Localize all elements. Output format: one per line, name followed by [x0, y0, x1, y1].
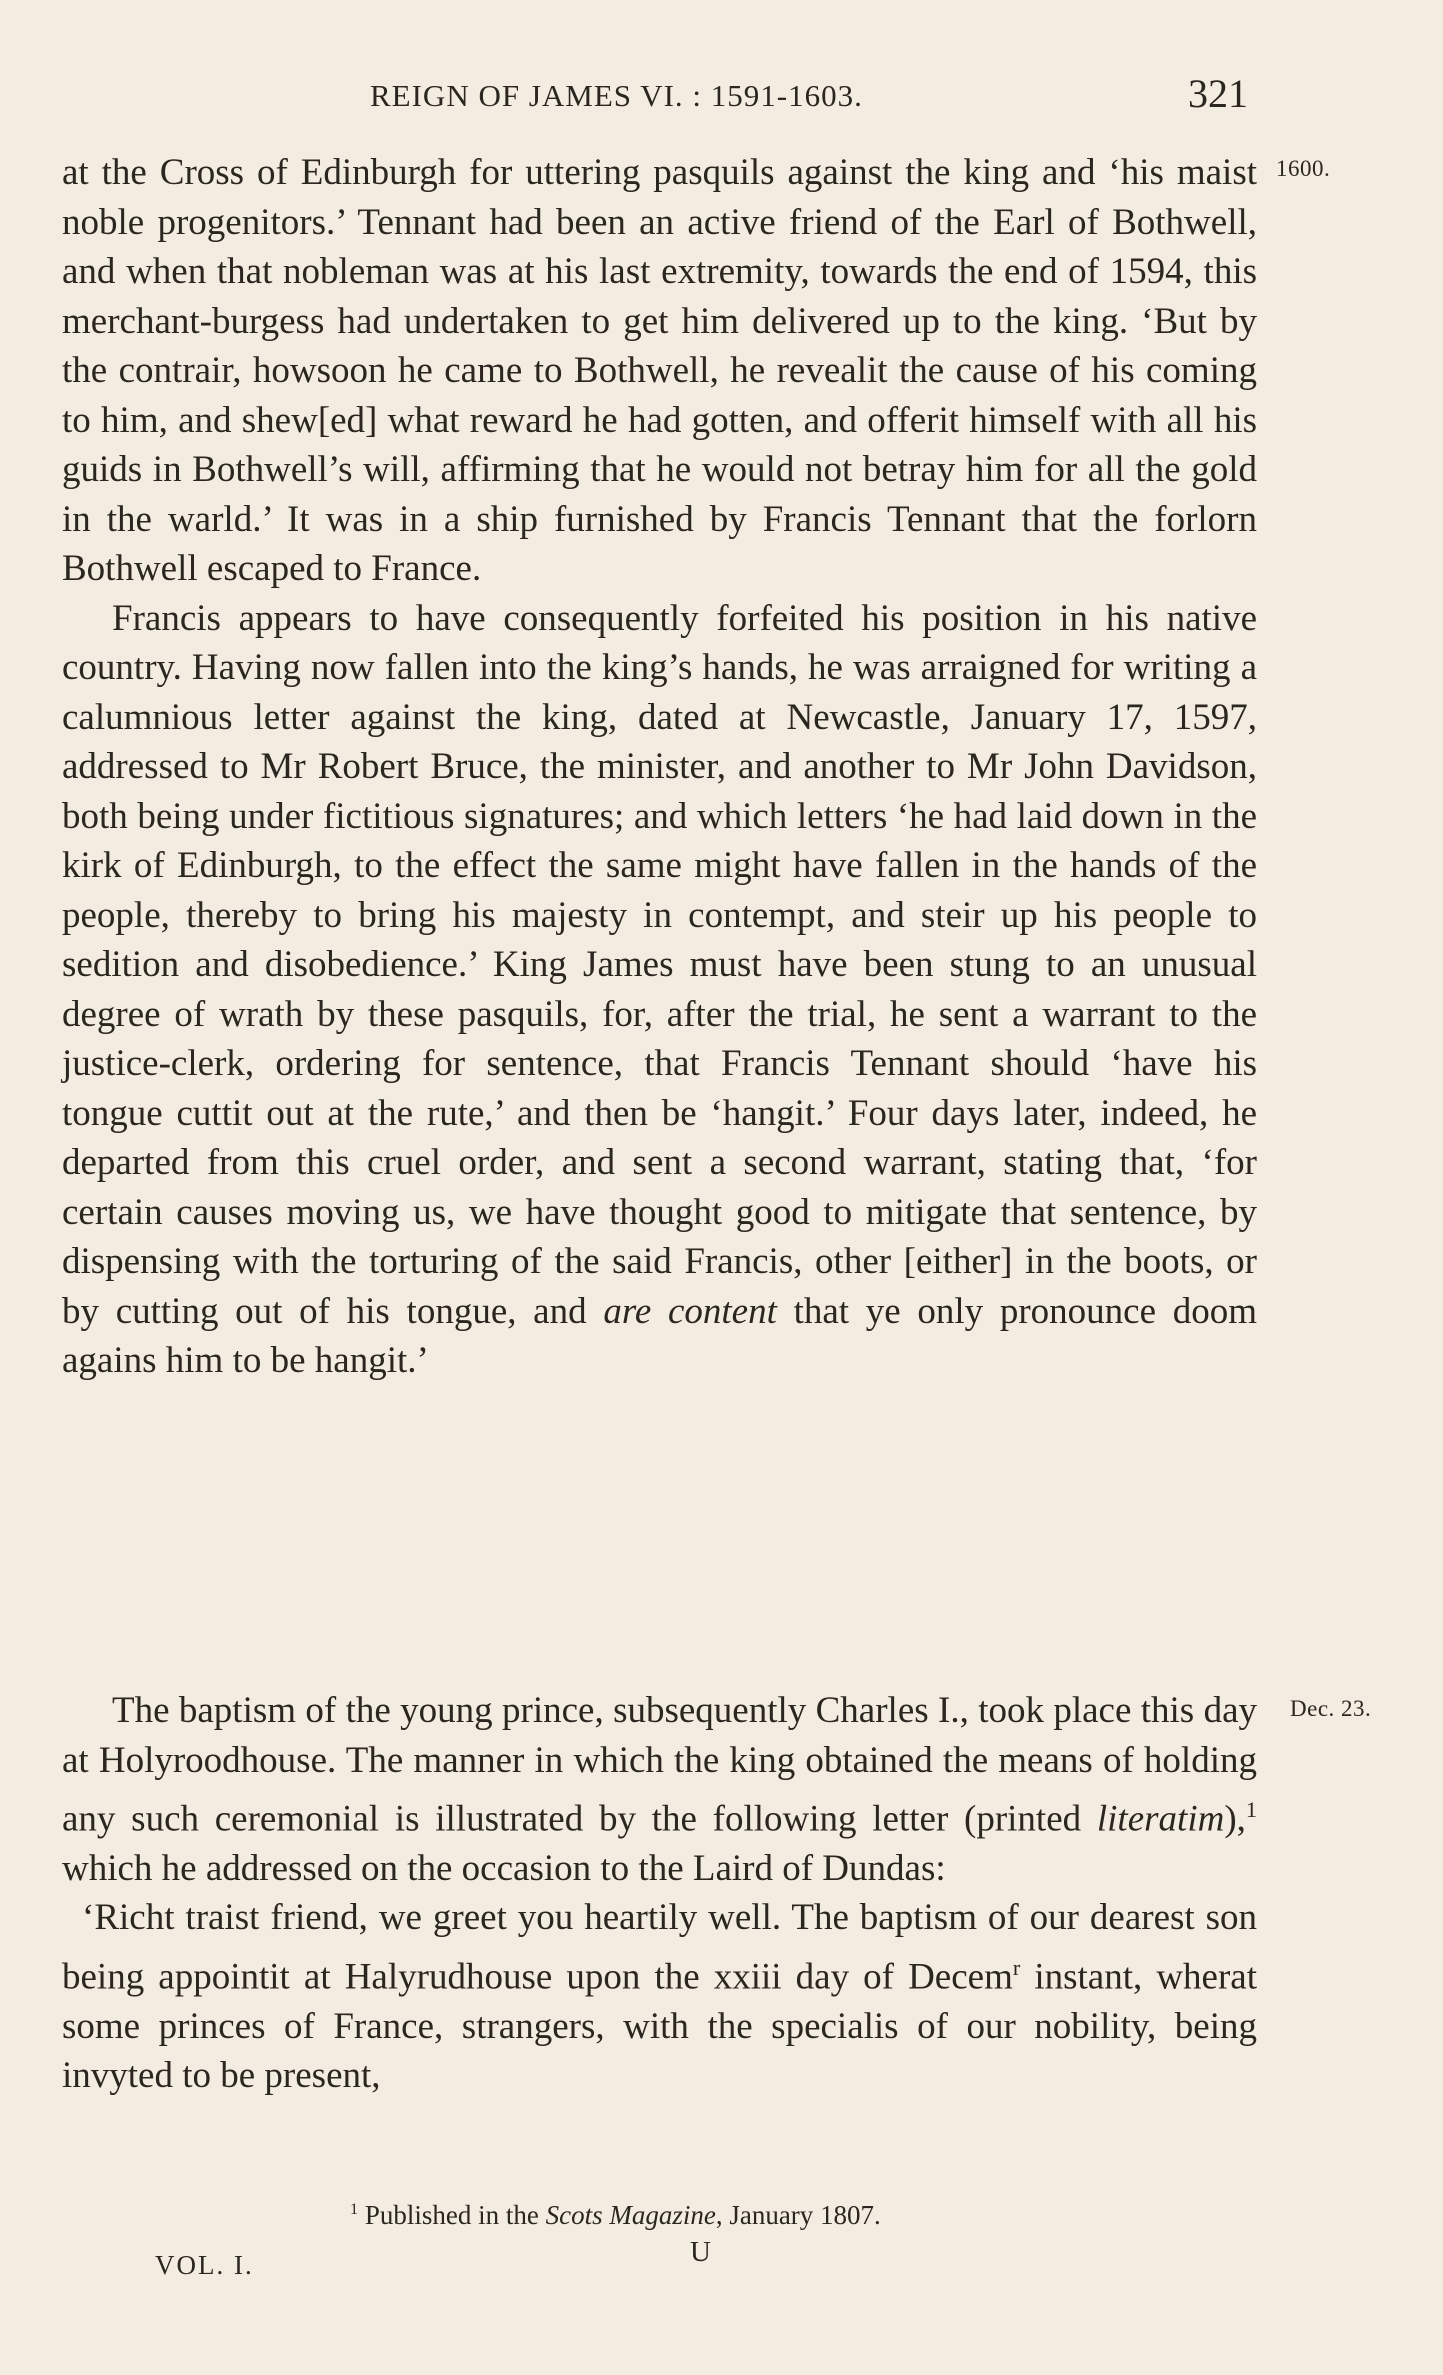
- paragraph-baptism-text-c: which he addressed on the occasion to the Laird of Dundas:: [62, 1847, 946, 1889]
- paragraph-tennant: at the Cross of Edinburgh for uttering pasquils against the king and ‘his maist noble progenitors.’ Tennant had been an active friend of the Earl of Bothwell, and when that nobleman was at his last extremity, towards the end of 1594, this merchant-burgess had undertaken to get him delivered up to the king. ‘But by the contrair, howsoon he came to Bothwell, he revealit the cause of his coming to him, and shew[ed] what reward he had gotten, and offerit himself with all his guids in Bothwell’s will, affirming that he would not betray him for all the gold in the warld.’ It was in a ship furnished by Francis Tennant that the forlorn Bothwell escaped to France.: [62, 152, 1257, 589]
- footnote-marker: 1: [350, 2200, 359, 2218]
- page-number: 321: [1188, 71, 1248, 116]
- footnote-emphasis: Scots Magazine: [545, 2200, 716, 2230]
- footnote-text-b: , January 1807.: [715, 2200, 881, 2230]
- superscript-r: r: [1012, 1954, 1021, 1980]
- main-text-lower: [62, 1686, 1257, 2101]
- paragraph-francis-text-a: Francis appears to have consequently forfeited his position in his native country. Having now fallen into the king’s hands, he was arraigned for writing a calumnious letter against the king, dated at Newcastle, January 17, 1597, addressed to Mr Robert Bruce, the minister, and another to Mr John Davidson, both being under fictitious signatures; and which letters ‘he had laid down in the kirk of Edinburgh, to the effect the same might have fallen in the hands of the people, thereby to bring his majesty in contempt, and steir up his people to sedition and disobedience.’ King James must have been stung to an unusual degree of wrath by these pasquils, for, after the trial, he sent a warrant to the justice-clerk, ordering for sentence, that Francis Tennant should ‘have his tongue cuttit out at the rute,’ and then be ‘hangit.’ Four days later, indeed, he departed from this cruel order, and sent a second warrant, stating that, ‘for certain causes moving us, we have thought good to mitigate that sentence, by dispensing with the torturing of the said Francis, other [either] in the boots, or by cutting out of his tongue, and: [62, 597, 1257, 1332]
- paragraph-francis: [62, 594, 1257, 1386]
- paragraph-francis-emphasis: are content: [603, 1290, 777, 1332]
- signature-mark: U: [690, 2236, 711, 2268]
- paragraph-francis-text-b: that ye only pronounce doom agains him to be hangit.’: [62, 1290, 1257, 1381]
- running-title: REIGN OF JAMES VI. : 1591-1603.: [370, 78, 863, 113]
- margin-date: Dec. 23.: [1290, 1696, 1372, 1721]
- volume-label: VOL. I.: [155, 2250, 254, 2280]
- footnote-reference: 1: [1245, 1797, 1257, 1822]
- paragraph-baptism-text-a: The baptism of the young prince, subsequently Charles I., took place this day at Holyroodhouse. The manner in which the king obtained the means of holding any such ceremonial is illustrated by the following letter (printed: [62, 1690, 1257, 1840]
- footnote-text-a: Published in the: [358, 2200, 546, 2230]
- paragraph-letter: [62, 1893, 1257, 2100]
- paragraph-letter-text-b: instant, wherat some princes of France, strangers, with the specialis of our nobility, being invyted to be present,: [62, 1956, 1257, 2097]
- paragraph-baptism-text-b: ),: [1224, 1798, 1246, 1840]
- paragraph-baptism-emphasis: literatim: [1096, 1798, 1225, 1840]
- paragraph-baptism: [62, 1686, 1257, 1893]
- footnote: [350, 2200, 881, 2231]
- margin-year: 1600.: [1276, 156, 1331, 181]
- paragraph-letter-text-a: ‘Richt traist friend, we greet you heartily well. The baptism of our dearest son being appointit at Halyrudhouse upon the xxiii day of Decem: [62, 1897, 1257, 1998]
- main-text-upper: [62, 148, 1257, 1386]
